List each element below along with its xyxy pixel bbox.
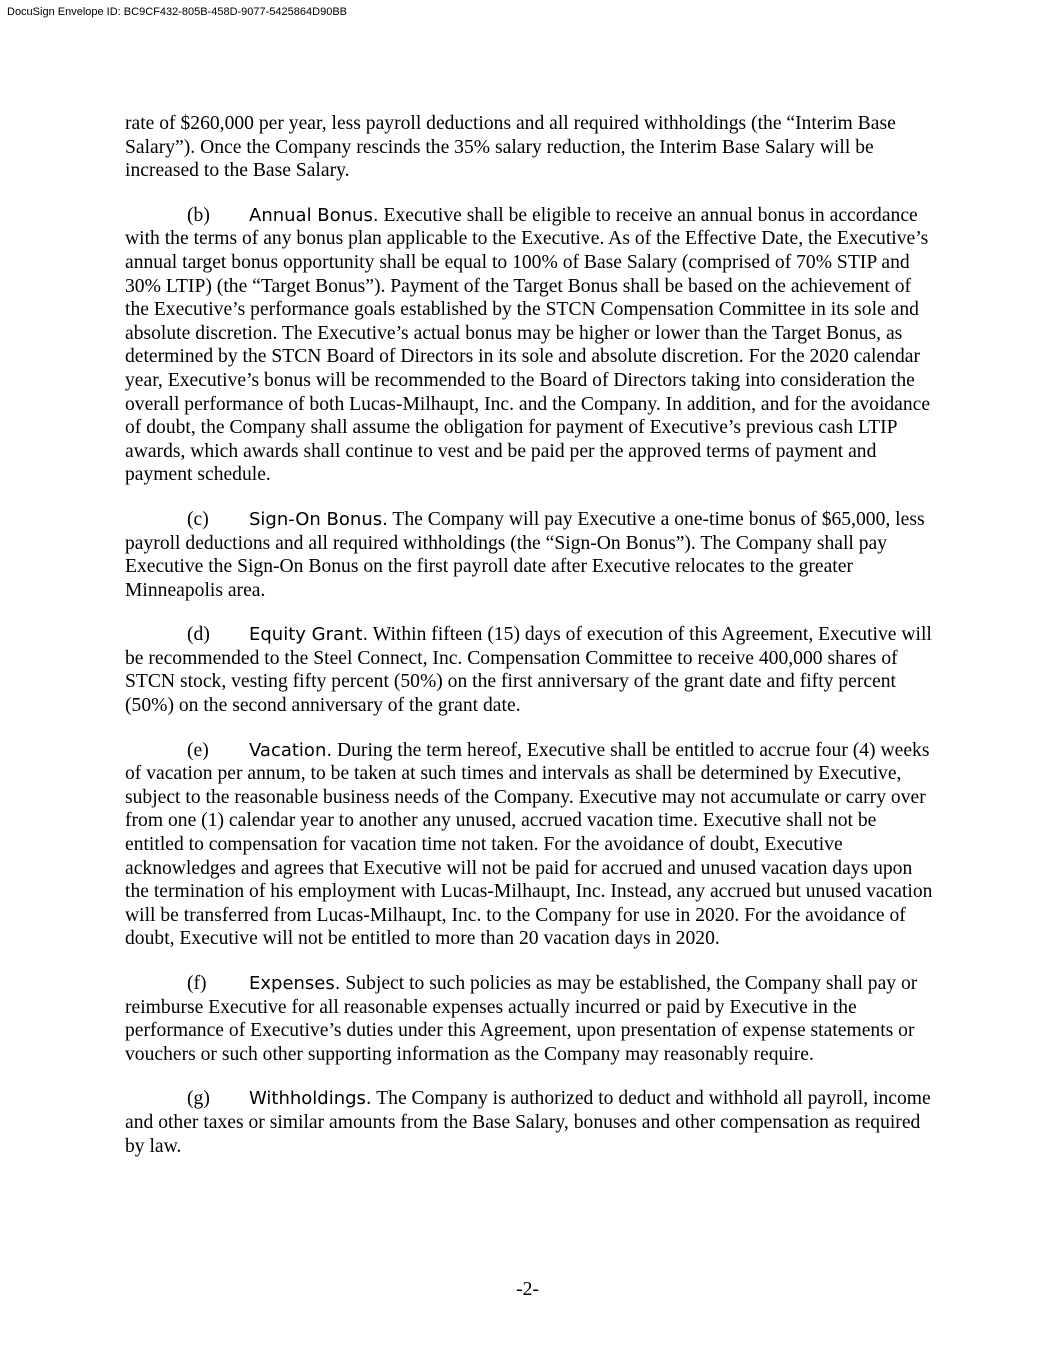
- paragraph-text: Executive shall be eligible to receive an annual bonus in accordance with the terms of any bonus plan applicable to the Executive. As of the Effective Date, the Executive’s annual target bonus opportunity shall be equal to 100% of Base Salary (comprised of 70% STIP and 30% LTIP) (the “Target Bonus”). Payment of the Target Bonus shall be based on the achievement of the Executive’s performance goals established by the STCN Compensation Committee in its sole and absolute discretion. The Executive’s actual bonus may be higher or lower than the Target Bonus, as determined by the STCN Board of Directors in its sole and absolute discretion. For the 2020 calendar year, Executive’s bonus will be recommended to the Board of Directors taking into consideration the overall performance of both Lucas-Milhaupt, Inc. and the Company. In addition, and for the avoidance of doubt, the Company shall assume the obligation for payment of Executive’s previous cash LTIP awards, which awards shall continue to vest and be paid per the approved terms of payment and payment schedule.: [125, 204, 931, 486]
- paragraph-text: Subject to such policies as may be established, the Company shall pay or reimburse Executive for all reasonable expenses actually incurred or paid by Executive in the performance of Executive’s duties under this Agreement, upon presentation of expense statements or vouchers or such other supporting information as the Company may reasonably require.: [125, 973, 918, 1065]
- docusign-envelope-id: DocuSign Envelope ID: BC9CF432-805B-458D-9077-5425864D90BB: [7, 6, 347, 18]
- section-heading: Sign-On Bonus.: [249, 508, 388, 530]
- section-heading: Vacation.: [249, 739, 333, 761]
- paragraph-text: The Company will pay Executive a one-time bonus of $65,000, less payroll deductions and all required withholdings (the “Sign-On Bonus”). The Company shall pay Executive the Sign-On Bonus on the first payroll date after Executive relocates to the greater Minneapolis area.: [125, 508, 925, 601]
- paragraph-expenses: [125, 972, 933, 1066]
- paragraph-equity-grant: [125, 623, 933, 717]
- paragraph-text: rate of $260,000 per year, less payroll deductions and all required withholdings (the “Interim Base Salary”). Once the Company rescinds the 35% salary reduction, the Interim Base Salary will be increased to the Base Salary.: [125, 113, 896, 182]
- section-heading: Expenses.: [249, 973, 341, 994]
- paragraph-continuation: [125, 112, 933, 183]
- section-heading: Withholdings.: [249, 1088, 372, 1110]
- paragraph-annual-bonus: [125, 204, 933, 487]
- paragraph-vacation: [125, 739, 933, 951]
- section-heading: Equity Grant.: [249, 624, 369, 646]
- paragraph-withholdings: [125, 1087, 933, 1158]
- section-marker: (c): [187, 508, 209, 530]
- section-marker: (e): [187, 739, 209, 761]
- section-marker: (g): [187, 1088, 210, 1110]
- section-heading: Annual Bonus.: [249, 204, 379, 226]
- paragraph-text: Within fifteen (15) days of execution of this Agreement, Executive will be recommended to the Steel Connect, Inc. Compensation Committee to receive 400,000 shares of STCN stock, vesting fifty percent (50%) on the first anniversary of the grant date and fifty percent (50%) on the second anniversary of the grant date.: [125, 624, 932, 717]
- page-number: -2-: [516, 1279, 539, 1300]
- paragraph-sign-on-bonus: [125, 508, 933, 602]
- document-body: [125, 112, 933, 1179]
- section-marker: (d): [187, 624, 210, 646]
- paragraph-text: During the term hereof, Executive shall be entitled to accrue four (4) weeks of vacation per annum, to be taken at such times and intervals as shall be determined by Executive, subject to the reasonable business needs of the Company. Executive may not accumulate or carry over from one (1) calendar year to another any unused, accrued vacation time. Executive shall not be entitled to compensation for vacation time not taken. For the avoidance of doubt, Executive acknowledges and agrees that Executive will not be paid for accrued and unused vacation days upon the termination of his employment with Lucas-Milhaupt, Inc. Instead, any accrued but unused vacation will be transferred from Lucas-Milhaupt, Inc. to the Company for use in 2020. For the avoidance of doubt, Executive will not be entitled to more than 20 vacation days in 2020.: [125, 739, 933, 950]
- section-marker: (b): [187, 204, 210, 226]
- paragraph-text: The Company is authorized to deduct and withhold all payroll, income and other taxes or similar amounts from the Base Salary, bonuses and other compensation as required by law.: [125, 1088, 931, 1157]
- section-marker: (f): [187, 973, 207, 994]
